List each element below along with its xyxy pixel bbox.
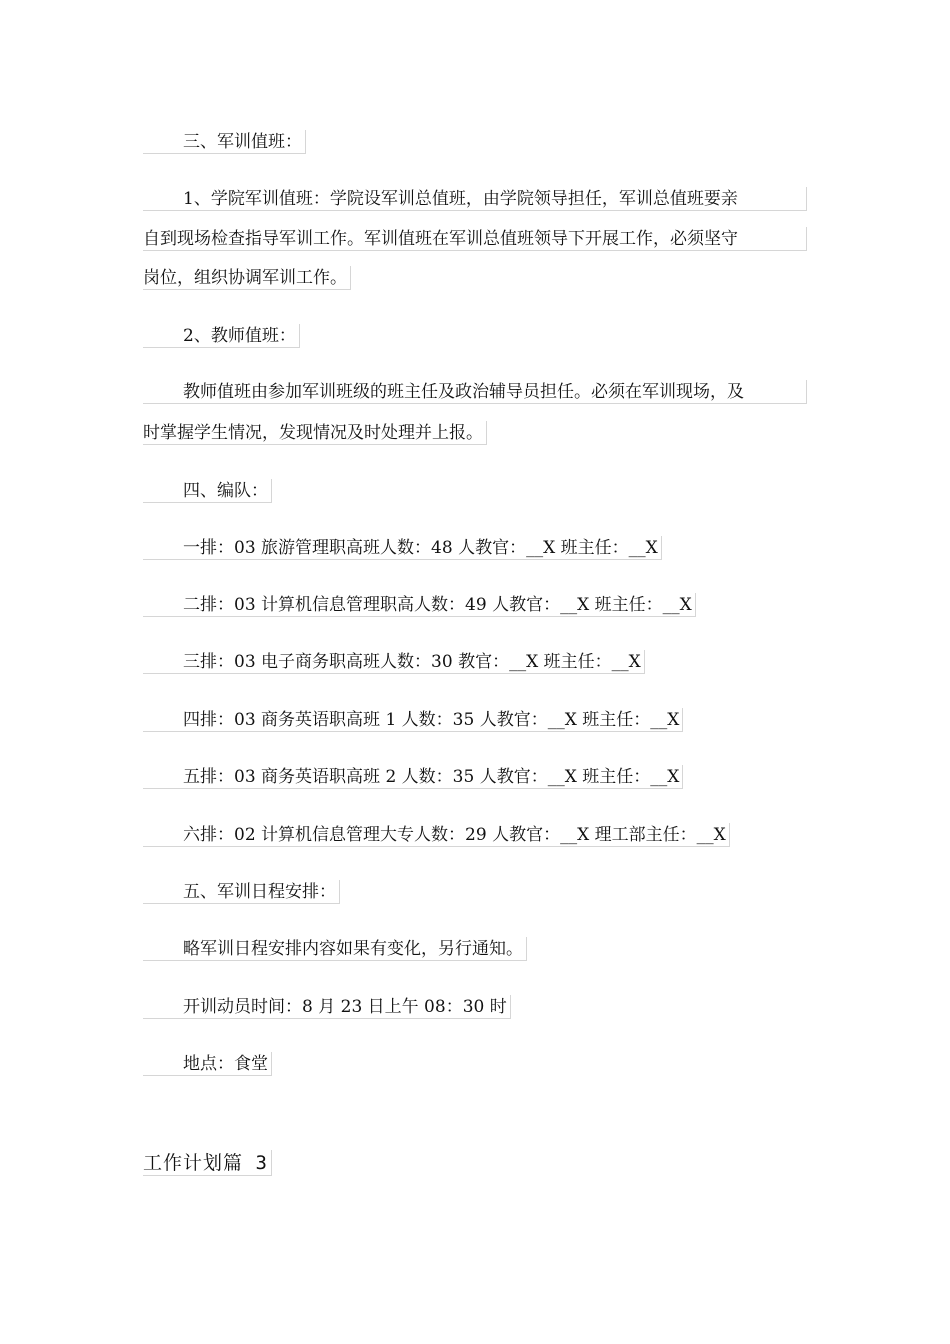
formation-row: 三排：03 电子商务职高班人数：30 教官：__X 班主任：__X bbox=[143, 650, 645, 674]
section3-item1-line2: 自到现场检查指导军训工作。军训值班在军训总值班领导下开展工作，必须坚守 bbox=[143, 227, 807, 251]
section5-line1: 略军训日程安排内容如果有变化，另行通知。 bbox=[143, 937, 527, 961]
section3-heading: 三、军训值班： bbox=[143, 130, 306, 154]
section4-heading: 四、编队： bbox=[143, 479, 272, 503]
section3-item1-line3: 岗位，组织协调军训工作。 bbox=[143, 266, 351, 290]
section3-item1-line1: 1、学院军训值班：学院设军训总值班，由学院领导担任，军训总值班要亲 bbox=[143, 187, 807, 211]
formation-row: 二排：03 计算机信息管理职高人数：49 人教官：__X 班主任：__X bbox=[143, 593, 696, 617]
section5-line2: 开训动员时间：8 月 23 日上午 08：30 时 bbox=[143, 995, 511, 1019]
next-section-heading: 工作计划篇 3 bbox=[143, 1150, 272, 1176]
formation-row: 四排：03 商务英语职高班 1 人数：35 人教官：__X 班主任：__X bbox=[143, 708, 683, 732]
formation-row: 一排：03 旅游管理职高班人数：48 人教官：__X 班主任：__X bbox=[143, 536, 662, 560]
section5-line3: 地点：食堂 bbox=[143, 1052, 272, 1076]
section3-item2-line1: 教师值班由参加军训班级的班主任及政治辅导员担任。必须在军训现场，及 bbox=[143, 380, 807, 404]
section3-item2-heading: 2、教师值班： bbox=[143, 324, 300, 348]
section3-item2-line2: 时掌握学生情况，发现情况及时处理并上报。 bbox=[143, 421, 487, 445]
section5-heading: 五、军训日程安排： bbox=[143, 880, 340, 904]
formation-row: 五排：03 商务英语职高班 2 人数：35 人教官：__X 班主任：__X bbox=[143, 765, 683, 789]
formation-row: 六排：02 计算机信息管理大专人数：29 人教官：__X 理工部主任：__X bbox=[143, 823, 730, 847]
